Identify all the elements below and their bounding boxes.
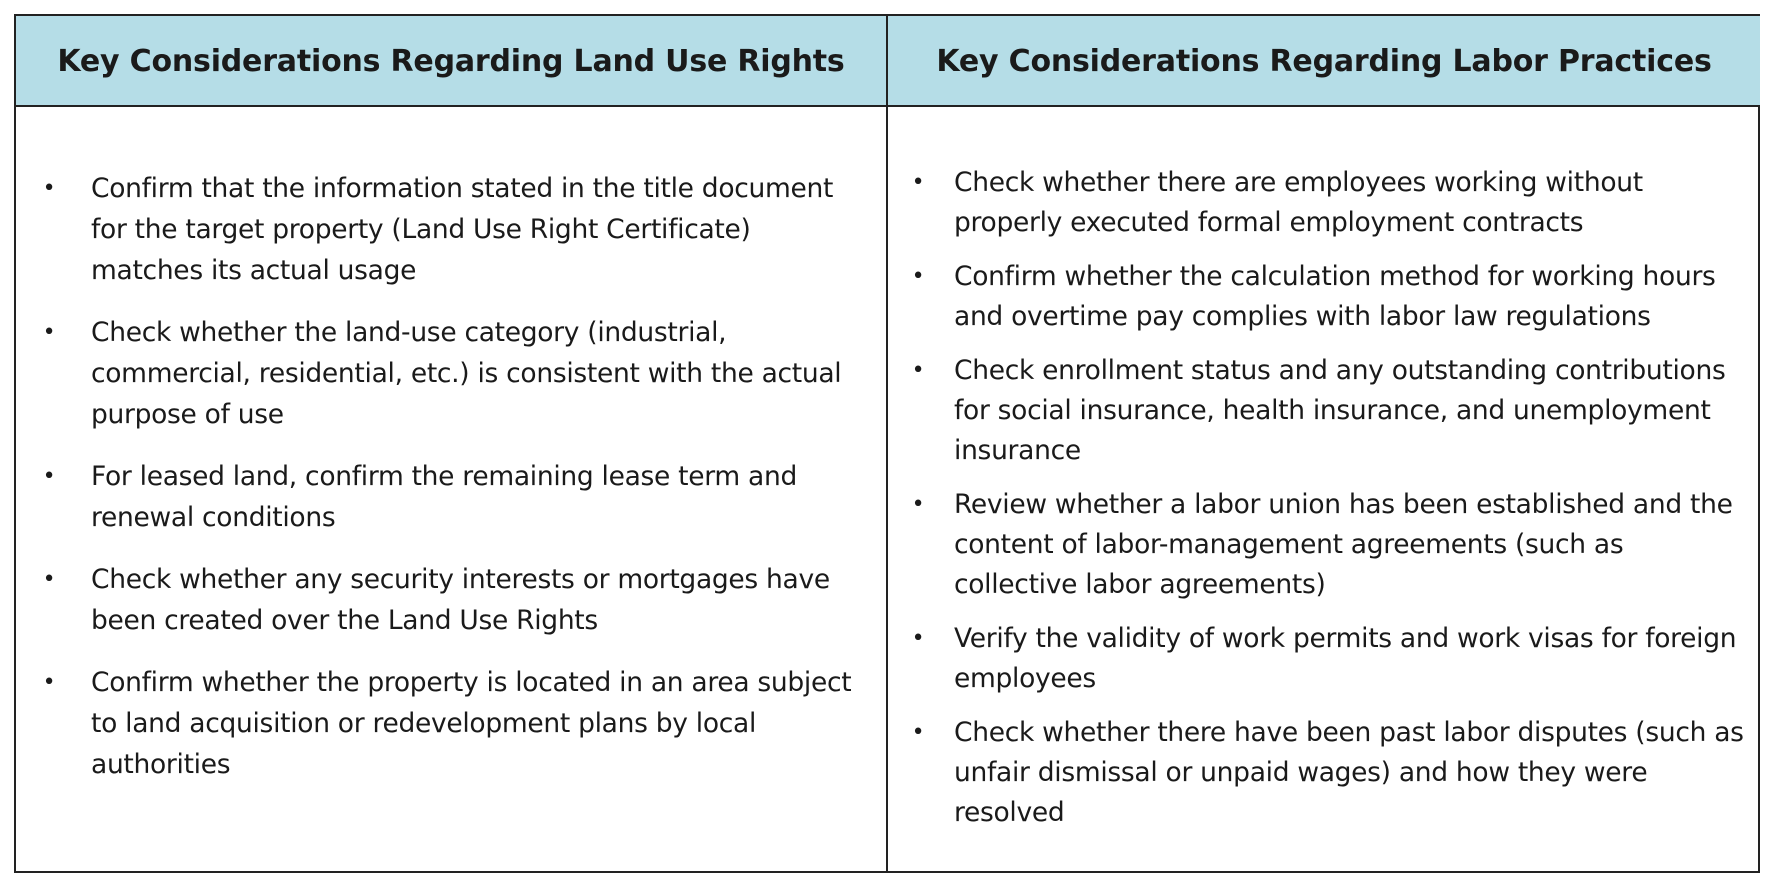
bullet-icon: •	[42, 670, 56, 695]
bullet-icon: •	[911, 492, 925, 517]
bullet-icon: •	[911, 264, 925, 289]
land-use-rights-list	[26, 168, 866, 806]
list-item	[26, 312, 866, 435]
list-item	[26, 456, 866, 538]
list-item-text: For leased land, confirm the remaining lease term and renewal conditions	[91, 461, 797, 533]
list-item	[898, 485, 1754, 605]
list-item	[26, 559, 866, 641]
list-item-text: Confirm whether the calculation method for working hours and overtime pay complies with labor law regulations	[954, 261, 1716, 332]
list-item	[898, 163, 1754, 243]
list-item-text: Check whether there have been past labor disputes (such as unfair dismissal or unpaid wages) and how they were resolved	[954, 717, 1744, 828]
list-item-text: Review whether a labor union has been established and the content of labor-management agreements (such as collective labor agreements)	[954, 489, 1733, 600]
list-item-text: Check whether any security interests or mortgages have been created over the Land Use Rights	[91, 564, 830, 636]
bullet-icon: •	[42, 464, 56, 489]
list-item	[26, 662, 866, 785]
header-land-use-rights: Key Considerations Regarding Land Use Rights	[16, 16, 888, 107]
list-item-text: Check enrollment status and any outstanding contributions for social insurance, health insurance, and unemployment insurance	[954, 355, 1726, 466]
bullet-icon: •	[42, 176, 56, 201]
list-item-text: Confirm whether the property is located in an area subject to land acquisition or redevelopment plans by local authorities	[91, 667, 852, 780]
header-labor-practices: Key Considerations Regarding Labor Practices	[888, 16, 1760, 107]
bullet-icon: •	[911, 170, 925, 195]
list-item	[898, 351, 1754, 471]
bullet-icon: •	[911, 720, 925, 745]
list-item	[26, 168, 866, 291]
list-item-text: Check whether there are employees working without properly executed formal employment contracts	[954, 167, 1643, 238]
list-item	[898, 619, 1754, 699]
list-item	[898, 713, 1754, 833]
labor-practices-cell	[888, 107, 1760, 871]
bullet-icon: •	[42, 567, 56, 592]
bullet-icon: •	[42, 320, 56, 345]
land-use-rights-cell	[16, 107, 888, 871]
bullet-icon: •	[911, 626, 925, 651]
labor-practices-list	[898, 163, 1754, 847]
list-item-text: Check whether the land-use category (industrial, commercial, residential, etc.) is consistent with the actual purpose of use	[91, 317, 842, 430]
list-item-text: Verify the validity of work permits and work visas for foreign employees	[954, 623, 1737, 694]
list-item-text: Confirm that the information stated in the title document for the target property (Land Use Right Certificate) matches its actual usage	[91, 173, 834, 286]
list-item	[898, 257, 1754, 337]
considerations-table	[14, 14, 1760, 873]
bullet-icon: •	[911, 358, 925, 383]
